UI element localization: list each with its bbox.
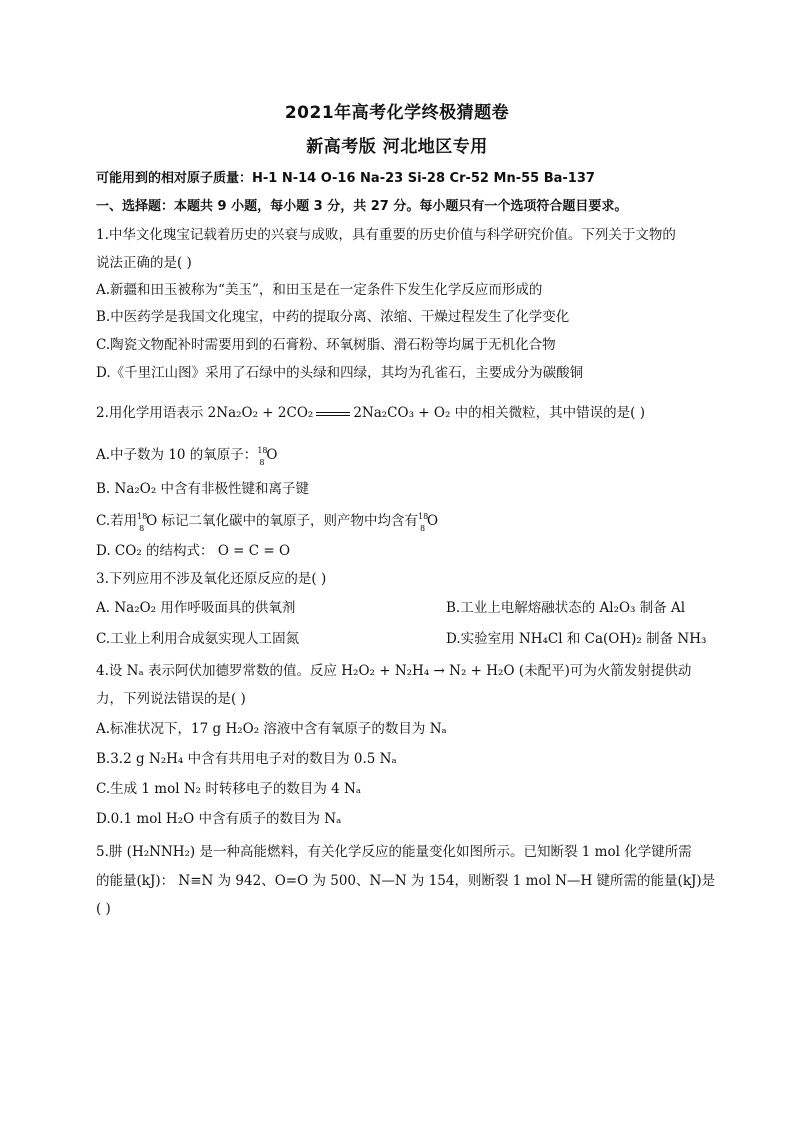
q5-line1: 5.肼 (H₂NNH₂) 是一种高能燃料，有关化学反应的能量变化如图所示。已知断裂 1 mol 化学键所需 [96, 844, 692, 860]
q2-stem-pre: 2.用化学用语表示 [96, 405, 208, 421]
q4-option-d: D.0.1 mol H₂O 中含有质子的数目为 Nₐ [96, 811, 342, 827]
q3-row2 [96, 630, 706, 648]
atomic-masses: 可能用到的相对原子质量：H-1 N-14 O-16 Na-23 Si-28 Cr-52 Mn-55 Ba-137 [96, 171, 595, 186]
q3-stem: 3.下列应用不涉及氧化还原反应的是( ) [96, 571, 327, 587]
q2-option-c-pre: C.若用 [96, 513, 138, 529]
q2-stem [96, 404, 706, 422]
q2-option-c-mid: O 标记二氧化碳中的氧原子，则产物中均含有 [146, 513, 418, 529]
q1-option-d: D.《千里江山图》采用了石绿中的头绿和四绿，其均为孔雀石，主要成分为碳酸铜 [96, 365, 584, 381]
q3-row1 [96, 599, 706, 617]
q2-stem-post: 中的相关微粒，其中错误的是( ) [450, 405, 645, 421]
q3-option-a: A. Na₂O₂ 用作呼吸面具的供氧剂 [96, 600, 296, 616]
q2-option-a-text: A.中子数为 10 的氧原子： [96, 447, 258, 463]
equals-arrow-icon [316, 412, 350, 416]
q3-option-b: B.工业上电解熔融状态的 Al₂O₃ 制备 Al [446, 600, 686, 616]
q1-option-a: A.新疆和田玉被称为“美玉”，和田玉是在一定条件下发生化学反应而形成的 [96, 282, 543, 298]
q3-option-c: C.工业上利用合成氨实现人工固氮 [96, 631, 300, 647]
exam-title: 2021年高考化学终极猜题卷 [284, 103, 510, 123]
isotope-mass-c1: 18 [137, 512, 148, 521]
q3-option-d: D.实验室用 NH₄Cl 和 Ca(OH)₂ 制备 NH₃ [446, 631, 707, 647]
q2-option-d: D. CO₂ 的结构式： O = C = O [96, 543, 291, 559]
q2-option-c-end: O [427, 513, 439, 529]
isotope-notation-c1 [137, 512, 148, 533]
q1-stem-line1: 1.中华文化瑰宝记载着历史的兴衰与成败，具有重要的历史价值与科学研究价值。下列关于文物的 [96, 227, 676, 243]
q4-option-c: C.生成 1 mol N₂ 时转移电子的数目为 4 Nₐ [96, 781, 362, 797]
q2-eq-right: 2Na₂CO₃ + O₂ [353, 405, 451, 421]
q5-line3: ( ) [96, 901, 111, 917]
isotope-number-c2: 8 [420, 524, 426, 533]
q2-option-a [96, 446, 706, 467]
q2-option-b: B. Na₂O₂ 中含有非极性键和离子键 [96, 481, 310, 497]
q1-option-b: B.中医药学是我国文化瑰宝，中药的提取分离、浓缩、干燥过程发生了化学变化 [96, 309, 570, 325]
q1-stem-line2: 说法正确的是( ) [96, 255, 192, 271]
q4-stem-line1: 4.设 Nₐ 表示阿伏加德罗常数的值。反应 H₂O₂ + N₂H₄ → N₂ + H₂O (未配平)可为火箭发射提供动 [96, 663, 692, 679]
isotope-notation-c2 [418, 512, 429, 533]
q5-line2: 的能量(kJ)： N≡N 为 942、O=O 为 500、N—N 为 154，则断裂 1 mol N—H 键所需的能量(kJ)是 [96, 873, 716, 889]
section-heading: 一、选择题：本题共 9 小题，每小题 3 分，共 27 分。每小题只有一个选项符合题目要求。 [96, 199, 628, 214]
q2-eq-left: 2Na₂O₂ + 2CO₂ [207, 405, 314, 421]
q4-option-a: A.标准状况下，17 g H₂O₂ 溶液中含有氧原子的数目为 Nₐ [96, 721, 447, 737]
isotope-mass-c2: 18 [418, 512, 429, 521]
isotope-mass: 18 [257, 446, 268, 455]
q4-stem-line2: 力，下列说法错误的是( ) [96, 691, 246, 707]
q2-option-c [96, 512, 706, 533]
isotope-number: 8 [259, 458, 265, 467]
exam-subtitle: 新高考版 河北地区专用 [306, 137, 488, 157]
isotope-number-c1: 8 [139, 524, 145, 533]
q1-option-c: C.陶瓷文物配补时需要用到的石膏粉、环氧树脂、滑石粉等均属于无机化合物 [96, 337, 556, 353]
isotope-symbol: O [266, 447, 278, 463]
q4-option-b: B.3.2 g N₂H₄ 中含有共用电子对的数目为 0.5 Nₐ [96, 751, 397, 767]
isotope-notation [257, 446, 268, 467]
